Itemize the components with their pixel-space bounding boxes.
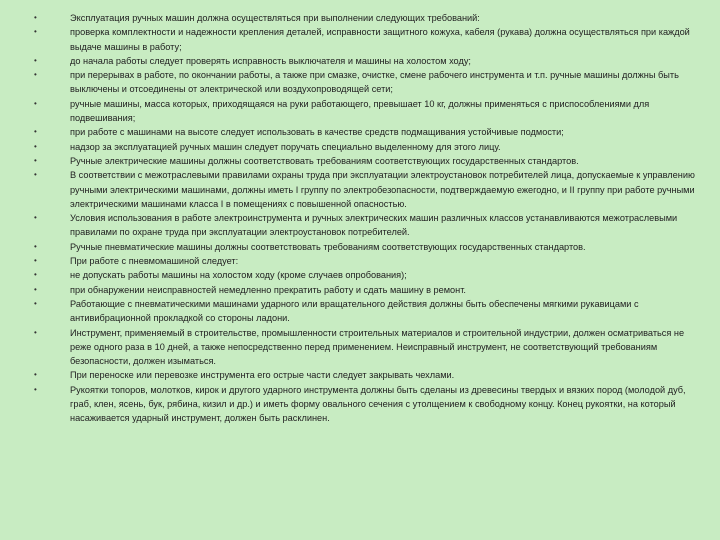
list-item — [34, 168, 700, 211]
list-item-text: при перерывах в работе, по окончании работы, а также при смазке, очистке, смене рабочего инструмента и т.п. ручные машины должны быть выключены и отсоединены от электрической или воздухопроводящей сети; — [70, 70, 679, 95]
list-item — [34, 54, 700, 68]
list-item-text: Инструмент, применяемый в строительстве, промышленности строительных материалов и строительной индустрии, должен осматриваться не реже одного раза в 10 дней, а также непосредственно перед применением. Неисправный инструмент, не соответствующий требованиям безопасности, должен изыматься. — [70, 327, 685, 367]
list-item-text: При работе с пневмомашиной следует: — [70, 256, 239, 267]
list-item-text: Ручные пневматические машины должны соответствовать требованиям соответствующих государственных стандартов. — [70, 241, 586, 252]
bullet-icon: • — [34, 141, 37, 151]
list-item-text: При переноске или перевозке инструмента его острые части следует закрывать чехлами. — [70, 370, 455, 381]
list-item — [34, 383, 700, 426]
list-item-text: Работающие с пневматическими машинами ударного или вращательного действия должны быть обеспечены мягкими рукавицами с антивибрационной прокладкой со стороны ладони. — [70, 298, 639, 324]
list-item — [34, 154, 700, 168]
bullet-icon: • — [34, 213, 37, 223]
bullet-icon: • — [34, 270, 37, 280]
bullet-icon: • — [34, 70, 37, 80]
bullet-icon: • — [34, 370, 37, 380]
list-item — [34, 140, 700, 154]
bullet-icon: • — [34, 170, 37, 180]
list-item — [34, 125, 700, 139]
list-item-text: проверка комплектности и надежности крепления деталей, исправности защитного кожуха, кабеля (рукава) должна осуществляться при каждой выдаче машины в работу; — [70, 27, 690, 52]
list-item — [34, 97, 700, 126]
list-item-text: Рукоятки топоров, молотков, кирок и другого ударного инструмента должны быть сделаны из древесины твердых и вязких пород (молодой дуб, граб, клен, ясень, бук, рябина, кизил и др.) и иметь форму овального сечения с утолщением к свободному концу. Конец рукоятки, на который насаживается ударный инструмент, должен быть расклинен. — [70, 384, 686, 424]
list-item — [34, 368, 700, 382]
list-item — [34, 11, 700, 25]
list-item-text: Условия использования в работе электроинструмента и ручных электрических машин различных классов устанавливаются межотраслевыми правилами по охране труда при эксплуатации электроустановок потребителей. — [70, 213, 678, 238]
list-item — [34, 25, 700, 54]
list-item-text: до начала работы следует проверять исправность выключателя и машины на холостом ходу; — [70, 55, 471, 66]
list-item-text: ручные машины, масса которых, приходящаяся на руки работающего, превышает 10 кг, должны применяться с приспособлениями для подвешивания; — [70, 98, 650, 124]
list-item-text: при обнаружении неисправностей немедленно прекратить работу и сдать машину в ремонт. — [70, 284, 466, 295]
bullet-icon: • — [34, 384, 37, 394]
list-item-text: Ручные электрические машины должны соответствовать требованиям соответствующих государственных стандартов. — [70, 155, 579, 166]
list-item-text: Эксплуатация ручных машин должна осуществляться при выполнении следующих требований: — [70, 13, 480, 23]
bullet-list — [34, 11, 700, 426]
bullet-icon: • — [34, 327, 37, 337]
bullet-icon: • — [34, 127, 37, 137]
bullet-icon: • — [34, 55, 37, 65]
list-item-text: В соответствии с межотраслевыми правилами охраны труда при эксплуатации электроустановок потребителей лица, допускаемые к управлению ручными электрическими машинами, должны иметь I группу по электробезопасности, подтверждаемую ежегодно, и II группу при работе ручными электрическими машинами класса I в помещениях с повышенной опасностью. — [70, 170, 695, 209]
bullet-icon: • — [34, 298, 37, 308]
list-item — [34, 68, 700, 97]
bullet-icon: • — [34, 13, 37, 22]
list-item — [34, 326, 700, 369]
list-item-text: надзор за эксплуатацией ручных машин следует поручать специально выделенному для этого лицу. — [70, 141, 501, 152]
list-item-text: не допускать работы машины на холостом ходу (кроме случаев опробования); — [70, 270, 407, 281]
list-item — [34, 240, 700, 254]
bullet-icon: • — [34, 241, 37, 251]
list-item — [34, 254, 700, 268]
list-item — [34, 297, 700, 326]
bullet-icon: • — [34, 98, 37, 108]
list-item — [34, 268, 700, 282]
bullet-icon: • — [34, 27, 37, 37]
bullet-icon: • — [34, 155, 37, 165]
list-item-text: при работе с машинами на высоте следует использовать в качестве средств подмащивания устойчивые подмости; — [70, 127, 564, 138]
list-item — [34, 211, 700, 240]
list-item — [34, 283, 700, 297]
bullet-icon: • — [34, 284, 37, 294]
bullet-icon: • — [34, 256, 37, 266]
